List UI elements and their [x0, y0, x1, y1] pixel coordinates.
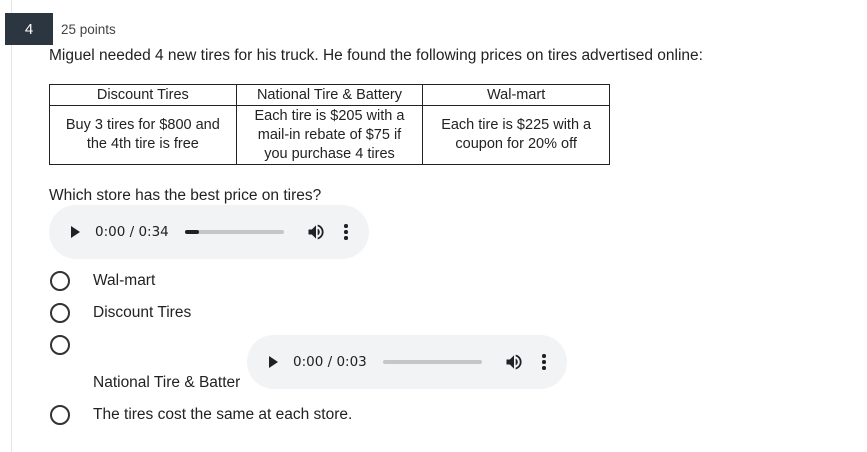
table-cell-national-tire: Each tire is $205 with a mail-in rebate of $75 if you purchase 4 tires	[236, 106, 423, 165]
more-vert-icon[interactable]	[338, 222, 354, 242]
question-prompt: Miguel needed 4 new tires for his truck. He found the following prices on tires advertised online:	[49, 47, 703, 64]
card-left-edge	[11, 0, 12, 452]
option-audio-player[interactable]	[247, 335, 567, 389]
question-number-badge	[5, 13, 53, 45]
audio-seek-bar[interactable]	[185, 230, 284, 234]
more-vert-icon[interactable]	[536, 352, 552, 372]
radio-option-walmart[interactable]	[50, 271, 70, 291]
table-header-national-tire: National Tire & Battery	[236, 85, 423, 106]
play-icon[interactable]	[269, 356, 278, 368]
table-header-walmart: Wal-mart	[423, 85, 610, 106]
price-table-header-row	[50, 85, 610, 106]
radio-option-national-tire[interactable]	[50, 335, 70, 355]
option-label-national-tire[interactable]: National Tire & Batter	[93, 374, 241, 391]
question-audio-player[interactable]	[49, 205, 369, 259]
price-table	[49, 84, 610, 165]
volume-icon[interactable]	[504, 352, 524, 372]
play-icon[interactable]	[71, 226, 80, 238]
volume-icon[interactable]	[306, 222, 326, 242]
question-points: 25 points	[61, 22, 116, 37]
radio-option-same-price[interactable]	[50, 405, 70, 425]
option-label-same-price[interactable]: The tires cost the same at each store.	[93, 406, 353, 423]
table-cell-walmart: Each tire is $225 with a coupon for 20% off	[423, 106, 610, 165]
audio-time: 0:00 / 0:34	[95, 224, 169, 240]
table-cell-discount-tires: Buy 3 tires for $800 and the 4th tire is free	[50, 106, 237, 165]
audio-time: 0:00 / 0:03	[293, 354, 367, 370]
audio-seek-bar[interactable]	[383, 360, 482, 364]
question-number: 4	[24, 20, 34, 38]
table-header-discount-tires: Discount Tires	[50, 85, 237, 106]
audio-seek-fill	[185, 230, 199, 234]
radio-option-discount-tires[interactable]	[50, 303, 70, 323]
price-table-row	[50, 106, 610, 165]
option-label-walmart[interactable]: Wal-mart	[93, 272, 156, 289]
option-label-discount-tires[interactable]: Discount Tires	[93, 304, 192, 321]
question-ask: Which store has the best price on tires?	[49, 187, 322, 204]
